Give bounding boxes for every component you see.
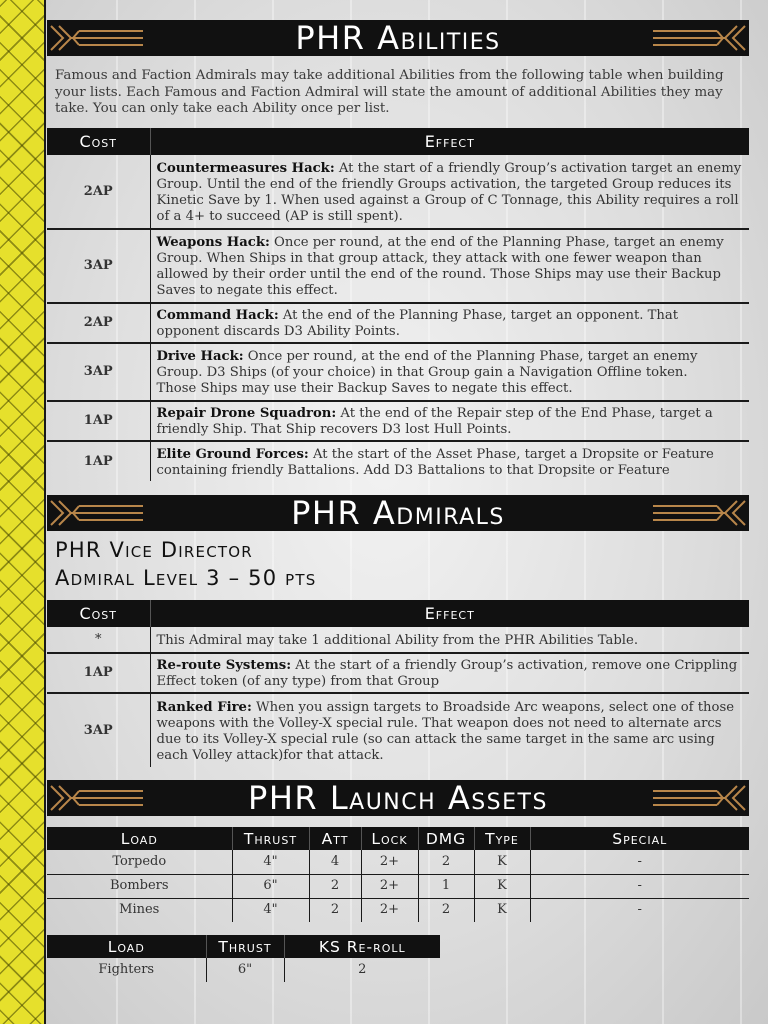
- row-effect: [150, 343, 749, 401]
- table-row: [47, 229, 749, 303]
- table-row: [47, 958, 440, 982]
- table-row: [47, 343, 749, 401]
- cell: -: [530, 874, 749, 898]
- launch-title: PHR Launch Assets: [248, 779, 548, 817]
- header-dmg: DMG: [418, 827, 474, 850]
- art-deco-ornament-icon: [651, 23, 747, 53]
- cell: 4: [309, 850, 361, 874]
- cell: Fighters: [98, 962, 155, 977]
- cell: K: [474, 874, 530, 898]
- art-deco-ornament-icon: [49, 498, 145, 528]
- ability-text: At the start of the Asset Phase, target a Dropsite or Feature containing friendly Battalions. Add D3 Battalions to that Dropsite or Feature: [156, 446, 714, 478]
- header-effect: Effect: [150, 600, 749, 627]
- admirals-banner: [47, 495, 749, 531]
- cell: -: [530, 898, 749, 922]
- cell: Mines: [119, 902, 160, 918]
- ability-text: At the start of a friendly Group’s activation target an enemy Group. Until the end of the friendly Groups activation, the targeted Group reduces its Kinetic Save by 1. When used against a Group of C Tonnage, this Ability requires a roll of a 4+ to succeed (AP is still spent).: [156, 160, 742, 224]
- table-row: [47, 155, 749, 229]
- header-effect: Effect: [150, 128, 749, 155]
- ability-name: Repair Drone Squadron:: [156, 406, 337, 421]
- row-cost: 2AP: [47, 155, 150, 229]
- admiral-name: PHR Vice Director: [55, 538, 253, 562]
- row-effect: [150, 401, 749, 441]
- row-effect: [150, 441, 749, 481]
- cell: K: [474, 898, 530, 922]
- cell: 2: [418, 850, 474, 874]
- cell: 4": [232, 850, 309, 874]
- row-cost: 3AP: [47, 229, 150, 303]
- cell: K: [474, 850, 530, 874]
- ability-name: Drive Hack:: [156, 349, 244, 364]
- cell: 2+: [361, 874, 418, 898]
- table-header: [47, 827, 749, 850]
- row-effect: [150, 693, 749, 767]
- cell: 2: [309, 898, 361, 922]
- cell: 4": [232, 898, 309, 922]
- cell: 2: [284, 958, 440, 982]
- ability-text: At the end of the Planning Phase, target an opponent. That opponent discards D3 Ability Points.: [156, 308, 679, 339]
- table-header: [47, 600, 749, 627]
- header-lock: Lock: [361, 827, 418, 850]
- cell: 2: [309, 874, 361, 898]
- ability-text: Once per round, at the end of the Planning Phase, target an enemy Group. When Ships in that group attack, they attack with one fewer weapon than allowed by their order until the end of the round. Those Ships may use their Backup Saves to negate this effect.: [156, 235, 724, 298]
- header-cost: Cost: [47, 600, 150, 627]
- table-row: [47, 401, 749, 441]
- row-effect: [150, 627, 749, 653]
- cell: 2+: [361, 898, 418, 922]
- table-row: [47, 653, 749, 693]
- admiral-level: Admiral Level 3 – 50 pts: [55, 566, 317, 590]
- header-load: Load: [47, 827, 232, 850]
- launch-banner: [47, 780, 749, 816]
- table-row: [47, 874, 749, 898]
- decorative-stripe: [0, 0, 46, 1024]
- table-row: [47, 303, 749, 343]
- table-header: [47, 128, 749, 155]
- art-deco-ornament-icon: [651, 783, 747, 813]
- cell: 6": [232, 874, 309, 898]
- art-deco-ornament-icon: [49, 23, 145, 53]
- ability-text: This Admiral may take 1 additional Ability from the PHR Abilities Table.: [156, 632, 639, 648]
- table-row: [47, 693, 749, 767]
- admirals-title: PHR Admirals: [291, 494, 505, 532]
- table-header: [47, 935, 440, 958]
- row-cost: 1AP: [47, 401, 150, 441]
- admiral-table: [47, 600, 749, 767]
- cell: 2: [418, 898, 474, 922]
- table-row: [47, 898, 749, 922]
- abilities-title: PHR Abilities: [295, 19, 501, 57]
- ability-text-2: Those Ships may use their Backup Saves to negate this effect.: [156, 381, 573, 396]
- row-effect: [150, 653, 749, 693]
- cell: 2+: [361, 850, 418, 874]
- abilities-table: [47, 128, 749, 481]
- cell: 1: [418, 874, 474, 898]
- table-row: [47, 627, 749, 653]
- row-effect: [150, 229, 749, 303]
- cell: -: [530, 850, 749, 874]
- table-row: [47, 441, 749, 481]
- row-cost: *: [47, 627, 150, 653]
- ability-text: Once per round, at the end of the Planning Phase, target an enemy Group. D3 Ships (of your choice) in that Group gain a Navigation Offline token.: [156, 349, 698, 380]
- ability-name: Command Hack:: [156, 308, 279, 323]
- ability-name: Elite Ground Forces:: [156, 446, 309, 462]
- fighter-table: [47, 935, 440, 982]
- row-effect: [150, 155, 749, 229]
- table-row: [47, 850, 749, 874]
- ability-name: Ranked Fire:: [156, 699, 252, 715]
- row-cost: 3AP: [47, 693, 150, 767]
- row-cost: 1AP: [47, 441, 150, 481]
- launch-assets-table: [47, 827, 749, 922]
- header-thrust: Thrust: [206, 935, 284, 958]
- row-cost: 2AP: [47, 303, 150, 343]
- cell: 6": [206, 958, 284, 982]
- abilities-banner: [47, 20, 749, 56]
- header-cost: Cost: [47, 128, 150, 155]
- header-thrust: Thrust: [232, 827, 309, 850]
- art-deco-ornament-icon: [651, 498, 747, 528]
- row-effect: [150, 303, 749, 343]
- ability-name: Countermeasures Hack:: [156, 160, 335, 176]
- ability-text: At the end of the Repair step of the End Phase, target a friendly Ship. That Ship recovers D3 lost Hull Points.: [156, 406, 713, 437]
- header-special: Special: [530, 827, 749, 850]
- header-ks-reroll: KS Re-roll: [284, 935, 440, 958]
- ability-text: At the start of a friendly Group’s activation, remove one Crippling Effect token (of any type) from that Group: [156, 658, 738, 689]
- header-load: Load: [47, 935, 206, 958]
- intro-text: Famous and Faction Admirals may take additional Abilities from the following table when building your lists. Each Famous and Faction Admiral will state the amount of additional Abilities they may take. You can only take each Ability once per list.: [55, 68, 724, 116]
- cell: Bombers: [47, 874, 232, 898]
- row-cost: 3AP: [47, 343, 150, 401]
- ability-name: Weapons Hack:: [156, 235, 270, 250]
- row-cost: 1AP: [47, 653, 150, 693]
- ability-text: When you assign targets to Broadside Arc weapons, select one of those weapons with the Volley-X special rule. That weapon does not need to alternate arcs due to its Volley-X special rule (so can attack the same target in the same arc using each Volley attack)for that attack.: [156, 699, 735, 763]
- header-att: Att: [309, 827, 361, 850]
- cell: Torpedo: [47, 850, 232, 874]
- ability-name: Re-route Systems:: [156, 658, 292, 673]
- header-type: Type: [474, 827, 530, 850]
- art-deco-ornament-icon: [49, 783, 145, 813]
